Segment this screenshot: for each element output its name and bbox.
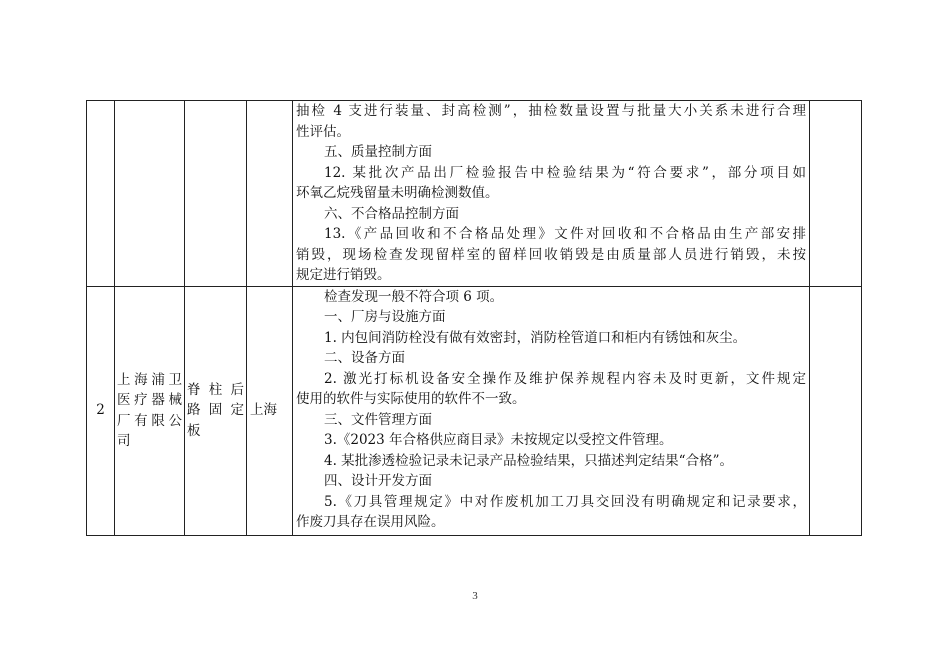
finding-line: 四、设计开发方面 <box>324 473 432 489</box>
findings-cell <box>293 101 810 287</box>
page-number: 3 <box>472 590 478 602</box>
row-number-cell <box>87 101 115 287</box>
finding-line: 性评估。 <box>296 123 350 140</box>
finding-line: 三、文件管理方面 <box>324 411 432 428</box>
row-number-cell: 2 <box>87 286 115 535</box>
product-cell <box>185 101 247 287</box>
product-line: 板 <box>187 422 201 439</box>
findings-cell <box>293 286 810 535</box>
finding-line: 抽检 4 支进行装量、封高检测”，抽检数量设置与批量大小关系未进行合理 <box>296 103 806 119</box>
finding-line: 13.《产品回收和不合格品处理》文件对回收和不合格品由生产部安排 <box>324 226 806 242</box>
company-line: 上海浦卫 <box>117 371 182 388</box>
finding-line: 5.《刀具管理规定》中对作废机加工刀具交回没有明确规定和记录要求， <box>324 493 806 510</box>
finding-line: 环氧乙烷残留量未明确检测数值。 <box>296 185 499 201</box>
inspection-table <box>86 100 862 536</box>
finding-line: 规定进行销毁。 <box>296 267 391 283</box>
finding-line: 3.《2023 年合格供应商目录》未按规定以受控文件管理。 <box>324 432 673 448</box>
finding-line: 检查发现一般不符合项 6 项。 <box>324 288 504 305</box>
finding-line: 销毁，现场检查发现留样室的留样回收销毁是由质量部人员进行销毁，未按 <box>296 246 806 263</box>
product-line: 路固定 <box>187 402 244 419</box>
product-cell <box>185 286 247 535</box>
finding-line: 4. 某批渗透检验记录未记录产品检验结果，只描述判定结果“合格”。 <box>324 452 733 469</box>
company-cell <box>115 101 185 287</box>
remarks-cell <box>810 101 862 287</box>
company-line: 医疗器械 <box>117 392 182 408</box>
finding-line: 使用的软件与实际使用的软件不一致。 <box>296 391 526 407</box>
finding-line: 一、厂房与设施方面 <box>324 309 446 325</box>
finding-line: 1. 内包间消防栓没有做有效密封，消防栓管道口和柜内有锈蚀和灰尘。 <box>324 329 747 346</box>
table-row <box>87 286 862 535</box>
finding-line: 12. 某批次产品出厂检验报告中检验结果为“符合要求”，部分项目如 <box>324 164 806 181</box>
finding-line: 作废刀具存在误用风险。 <box>296 514 445 530</box>
finding-line: 二、设备方面 <box>324 350 405 366</box>
company-cell <box>115 286 185 535</box>
table-row <box>87 101 862 287</box>
region-cell <box>247 101 293 287</box>
finding-line: 2. 激光打标机设备安全操作及维护保养规程内容未及时更新，文件规定 <box>324 370 806 387</box>
remarks-cell <box>810 286 862 535</box>
finding-line: 六、不合格品控制方面 <box>324 205 459 222</box>
product-line: 脊柱后 <box>187 381 244 398</box>
finding-line: 五、质量控制方面 <box>324 144 432 160</box>
company-line: 厂有限公 <box>117 412 182 429</box>
region-cell: 上海 <box>247 286 293 535</box>
company-line: 司 <box>117 433 131 449</box>
